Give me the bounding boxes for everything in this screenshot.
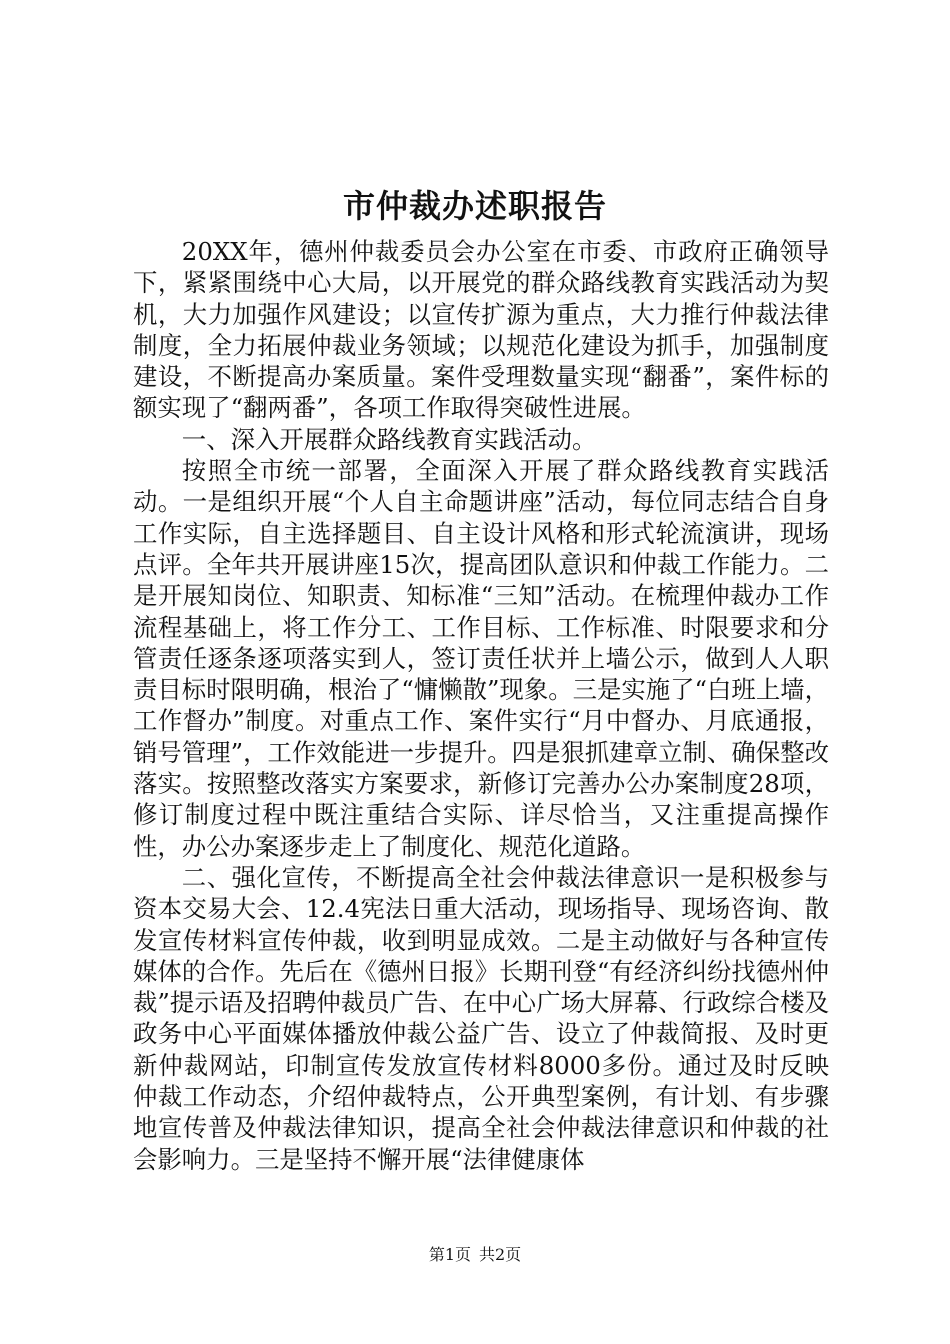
- section-heading-1: 一、深入开展群众路线教育实践活动。: [181, 424, 597, 454]
- page-total: 共2页: [479, 1245, 522, 1264]
- document-title: 市仲裁办述职报告: [342, 187, 607, 225]
- page-footer: [0, 1244, 950, 1266]
- paragraph-section-1: 按照全市统一部署，全面深入开展了群众路线教育实践活动。一是组织开展“个人自主命题讲座”活动，每位同志结合自身工作实际，自主选择题目、自主设计风格和形式轮流演讲，现场点评。全年共开展讲座15次，提高团队意识和仲裁工作能力。二是开展知岗位、知职责、知标准“三知”活动。在梳理仲裁办工作流程基础上，将工作分工、工作目标、工作标准、时限要求和分管责任逐条逐项落实到人，签订责任状并上墙公示，做到人人职责目标时限明确，根治了“慵懒散”现象。三是实施了“白班上墙，工作督办”制度。对重点工作、案件实行“月中督办、月底通报，销号管理”，工作效能进一步提升。四是狠抓建章立制、确保整改落实。按照整改落实方案要求，新修订完善办公办案制度28项，修订制度过程中既注重结合实际、详尽恰当，又注重提高操作性，办公办案逐步走上了制度化、规范化道路。: [133, 456, 829, 861]
- paragraph-section-2: 二、强化宣传，不断提高全社会仲裁法律意识一是积极参与资本交易大会、12.4宪法日重大活动，现场指导、现场咨询、散发宣传材料宣传仲裁，收到明显成效。二是主动做好与各种宣传媒体的合作。先后在《德州日报》长期刊登“有经济纠纷找德州仲裁”提示语及招聘仲裁员广告、在中心广场大屏幕、行政综合楼及政务中心平面媒体播放仲裁公益广告、设立了仲裁简报、及时更新仲裁网站，印制宣传发放宣传材料8000多份。通过及时反映仲裁工作动态，介绍仲裁特点，公开典型案例，有计划、有步骤地宣传普及仲裁法律知识，提高全社会仲裁法律意识和仲裁的社会影响力。三是坚持不懈开展“法律健康体: [133, 862, 829, 1174]
- document-body: [133, 236, 829, 1175]
- paragraph-intro: 20XX年，德州仲裁委员会办公室在市委、市政府正确领导下，紧紧围绕中心大局，以开展党的群众路线教育实践活动为契机，大力加强作风建设；以宣传扩源为重点，大力推行仲裁法律制度，全力拓展仲裁业务领域；以规范化建设为抓手，加强制度建设，不断提高办案质量。案件受理数量实现“翻番”，案件标的额实现了“翻两番”，各项工作取得突破性进展。: [133, 237, 829, 423]
- page-number: 第1页: [428, 1245, 471, 1264]
